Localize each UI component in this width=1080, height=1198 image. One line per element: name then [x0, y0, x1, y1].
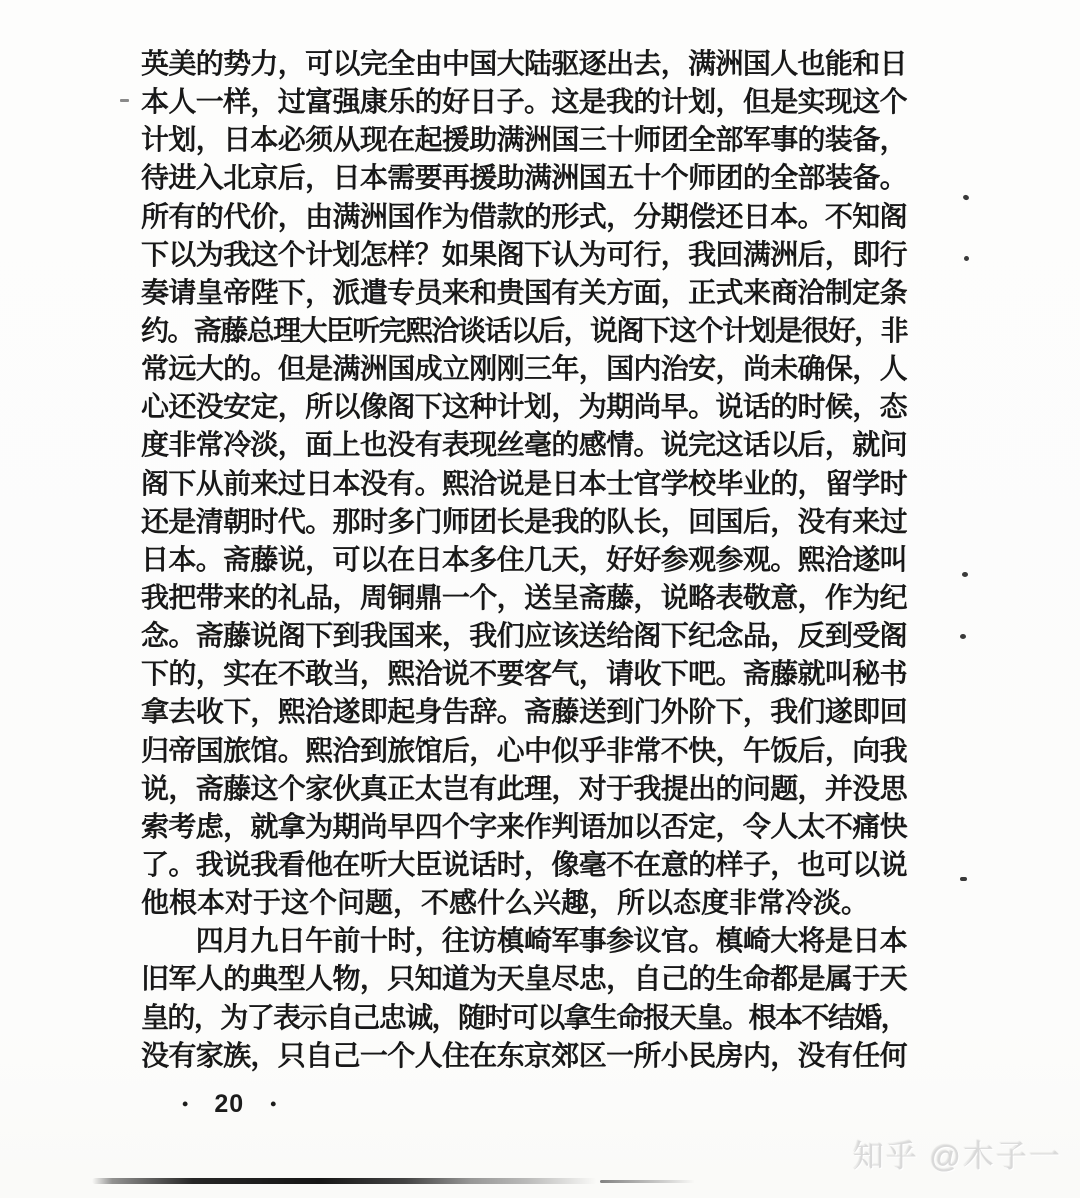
page-number: [182, 1089, 276, 1119]
text-line: [141, 1038, 907, 1076]
text-line: [141, 275, 907, 313]
text-line-content: 待进入北京后，日本需要再援助满洲国五十个师团的全部装备。: [141, 163, 907, 195]
text-line: [141, 542, 907, 580]
text-line: [141, 618, 907, 656]
text-line: [141, 885, 907, 923]
text-line-content: 约。斋藤总理大臣听完熙洽谈话以后，说阁下这个计划是很好，非: [141, 315, 907, 347]
text-line: [141, 122, 907, 160]
text-line: [141, 733, 907, 771]
text-line: [141, 504, 907, 542]
text-line-content: 索考虑，就拿为期尚早四个字来作判语加以否定，令人太不痛快: [141, 811, 907, 843]
text-block: [141, 46, 907, 1076]
text-line: [141, 847, 907, 885]
text-line: [141, 313, 907, 351]
text-line-content: 奏请皇帝陛下，派遣专员来和贵国有关方面，正式来商洽制定条: [141, 277, 907, 309]
page-number-value: 20: [214, 1090, 245, 1118]
text-line-content: 下以为我这个计划怎样？如果阁下认为可行，我回满洲后，即行: [141, 239, 907, 271]
text-line-content: 皇的，为了表示自己忠诚，随时可以拿生命报天皇。根本不结婚，: [141, 1002, 907, 1034]
text-line: [141, 1000, 907, 1038]
text-line-content: 他根本对于这个问题，不感什么兴趣，所以态度非常冷淡。: [141, 888, 870, 920]
text-line: [141, 580, 907, 618]
page-number-bullet-left: •: [182, 1094, 189, 1114]
text-line-content: 还是清朝时代。那时多门师团长是我的队长，回国后，没有来过: [141, 506, 907, 538]
text-line-content: 了。我说我看他在听大臣说话时，像毫不在意的样子，也可以说: [141, 849, 907, 881]
scan-speck: [960, 877, 967, 881]
text-line: [141, 656, 907, 694]
text-line: [141, 160, 907, 198]
text-line: [141, 351, 907, 389]
text-line-content: 本人一样，过富强康乐的好日子。这是我的计划，但是实现这个: [141, 87, 907, 119]
text-line: [141, 809, 907, 847]
text-line-content: 计划，日本必须从现在起援助满洲国三十师团全部军事的装备，: [141, 125, 907, 157]
text-line-content: 下的，实在不敢当，熙洽说不要客气，请收下吧。斋藤就叫秘书: [141, 659, 907, 691]
text-line-content: 英美的势力，可以完全由中国大陆驱逐出去，满洲国人也能和日: [141, 49, 907, 80]
text-line: [141, 771, 907, 809]
text-line: [141, 694, 907, 732]
text-line-content: 心还没安定，所以像阁下这种计划，为期尚早。说话的时候，态: [141, 392, 907, 424]
text-line: [141, 237, 907, 275]
scan-speck: [962, 194, 969, 201]
text-line: [141, 84, 907, 122]
scan-speck: [964, 256, 969, 261]
text-line-content: 拿去收下，熙洽遂即起身告辞。斋藤送到门外阶下，我们遂即回: [141, 697, 907, 729]
scan-smudge-tail: [600, 1180, 695, 1183]
text-line-content: 阁下从前来过日本没有。熙洽说是日本士官学校毕业的，留学时: [141, 468, 907, 500]
text-line-content: 常远大的。但是满洲国成立刚刚三年，国内治安，尚未确保，人: [141, 354, 907, 386]
text-line-content: 所有的代价，由满洲国作为借款的形式，分期偿还日本。不知阁: [141, 201, 907, 233]
text-line-content: 度非常冷淡，面上也没有表现丝毫的感情。说完这话以后，就问: [141, 430, 907, 462]
text-line: [141, 46, 907, 84]
text-line: [141, 427, 907, 465]
scan-speck: [962, 572, 968, 577]
text-line: [141, 199, 907, 237]
text-line: [141, 961, 907, 999]
text-line: [141, 466, 907, 504]
text-line-content: 归帝国旅馆。熙洽到旅馆后，心中似乎非常不快，午饭后，向我: [141, 735, 907, 767]
page-number-bullet-right: •: [270, 1094, 277, 1114]
scan-speck: [120, 99, 129, 102]
text-line-content: 没有家族，只自己一个人住在东京郊区一所小民房内，没有任何: [141, 1040, 907, 1072]
zhihu-watermark: 知乎 @木子一: [852, 1139, 1062, 1174]
scan-smudge-line: [92, 1178, 597, 1184]
text-line-content: 旧军人的典型人物，只知道为天皇尽忠，自己的生命都是属于天: [141, 964, 907, 996]
text-line-content: 念。斋藤说阁下到我国来，我们应该送给阁下纪念品，反到受阁: [141, 621, 907, 653]
text-line-content: 说，斋藤这个家伙真正太岂有此理，对于我提出的问题，并没思: [141, 773, 907, 805]
text-line-content: 我把带来的礼品，周铜鼎一个，送呈斋藤，说略表敬意，作为纪: [141, 582, 907, 614]
scan-speck: [960, 634, 966, 639]
text-line-content: 四月九日午前十时，往访槙崎军事参议官。槙崎大将是日本: [141, 926, 907, 958]
text-line-content: 日本。斋藤说，可以在日本多住几天，好好参观参观。熙洽遂叫: [141, 544, 907, 576]
text-line: [141, 389, 907, 427]
text-line: [141, 923, 907, 961]
